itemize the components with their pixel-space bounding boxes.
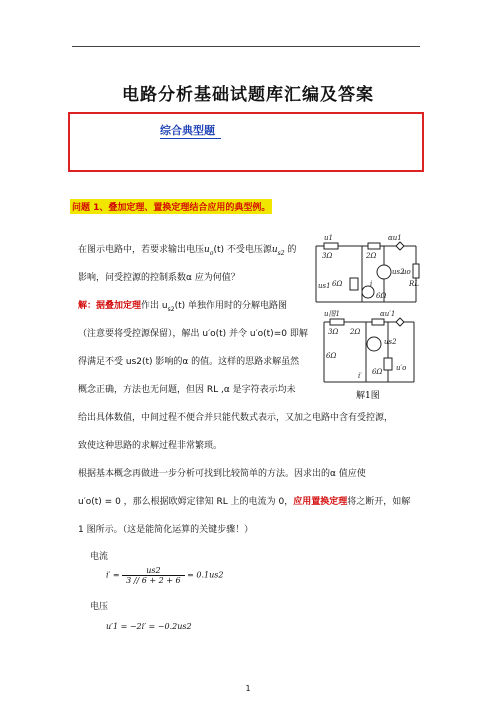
header-rule bbox=[72, 46, 420, 47]
solution-line-4: 概念正确，方法也无问题，但因 RL ,α 是字符表示均未 bbox=[78, 385, 296, 395]
circuit2-us2-label: us2 bbox=[384, 338, 397, 346]
circuit1-i-label: i bbox=[370, 280, 373, 288]
circuit1-uo-label: uo bbox=[402, 268, 411, 276]
paragraph-line-2: 影响，问受控源的控制系数α 应为何值？ bbox=[78, 273, 240, 283]
equation-voltage: u′1 = −2i′ = −0.2us2 bbox=[106, 622, 192, 631]
circuit2-r2-label: 2Ω bbox=[350, 328, 361, 336]
circuit1-r4-label: 6Ω bbox=[376, 292, 387, 300]
circuit2-caption: 解1图 bbox=[356, 391, 380, 401]
current-label: 电流 bbox=[90, 552, 109, 562]
solution-line-2: （注意要将受控源保留），解出 u′o(t) 并令 u′o(t)=0 即解 bbox=[78, 329, 308, 339]
circuit1-u1-label: u1 bbox=[324, 234, 333, 242]
solution-line-6: 致使这种思路的求解过程非常繁琐。 bbox=[78, 441, 223, 451]
circuit1-r2-label: 2Ω bbox=[366, 252, 377, 260]
circuit1-rl-label: RL bbox=[409, 280, 419, 288]
equation-current: i′ = $\frac{us2}{3 // 6 + 2 + 6}$ = 0.1us2 bbox=[106, 566, 224, 585]
document-title: 电路分析基础试题库汇编及答案 bbox=[122, 85, 374, 105]
circuit2-title: u图1 bbox=[324, 310, 340, 318]
equation-fraction: $\frac{us2}{3 // 6 + 2 + 6}$ bbox=[122, 566, 184, 585]
circuit2-r4-label: 6Ω bbox=[372, 368, 383, 376]
solution-line-9: 1 图所示。（这是能简化运算的关键步骤！） bbox=[78, 525, 254, 535]
page-number: 1 bbox=[245, 684, 251, 693]
solution-line-1: 解：据叠加定理作出 $u_{s2}(t)$ 单独作用时的分解电路图 bbox=[78, 301, 287, 313]
circuit1-us1-label: us1 bbox=[318, 282, 331, 290]
circuit1-dep-label: αu1 bbox=[388, 234, 402, 242]
circuit2-r3-label: 6Ω bbox=[326, 352, 337, 360]
voltage-label: 电压 bbox=[90, 602, 109, 612]
circuit1-us2-label: us2 bbox=[392, 268, 405, 276]
circuit1-r3-label: 6Ω bbox=[332, 280, 343, 288]
circuit2-dep-label: αu′1 bbox=[380, 310, 396, 318]
circuit-diagram-solution bbox=[318, 308, 422, 404]
circuit2-i-label: i′ bbox=[358, 372, 362, 380]
circuit-diagram-original bbox=[310, 234, 422, 306]
section-title: 综合典型题 bbox=[160, 122, 221, 139]
circuit2-uo-label: u′o bbox=[396, 364, 407, 372]
solution-line-5: 给出具体数值，中间过程不便合并只能代数式表示，又加之电路中含有受控源， bbox=[78, 413, 394, 423]
solution-line-7: 根据基本概念再做进一步分析可找到比较简单的方法。因求出的α 值应使 bbox=[78, 469, 366, 479]
circuit1-r1-label: 3Ω bbox=[322, 252, 333, 260]
solution-line-3: 得满足不受 us2(t) 影响的α 的值。这样的思路求解虽然 bbox=[78, 357, 300, 367]
circuit2-r1-label: 3Ω bbox=[328, 328, 339, 336]
solution-line-8: u′o(t) = 0 ，那么根据欧姆定律知 RL 上的电流为 0，应用置换定理将之断开，如解 bbox=[78, 497, 411, 507]
section-box bbox=[68, 112, 424, 172]
problem-heading: 问题 1、叠加定理、置换定理结合应用的典型例。 bbox=[70, 199, 272, 214]
paragraph-line-1: 在图示电路中，若要求输出电压$u_o(t)$ 不受电压源$u_{s2}$ 的 bbox=[78, 245, 297, 257]
